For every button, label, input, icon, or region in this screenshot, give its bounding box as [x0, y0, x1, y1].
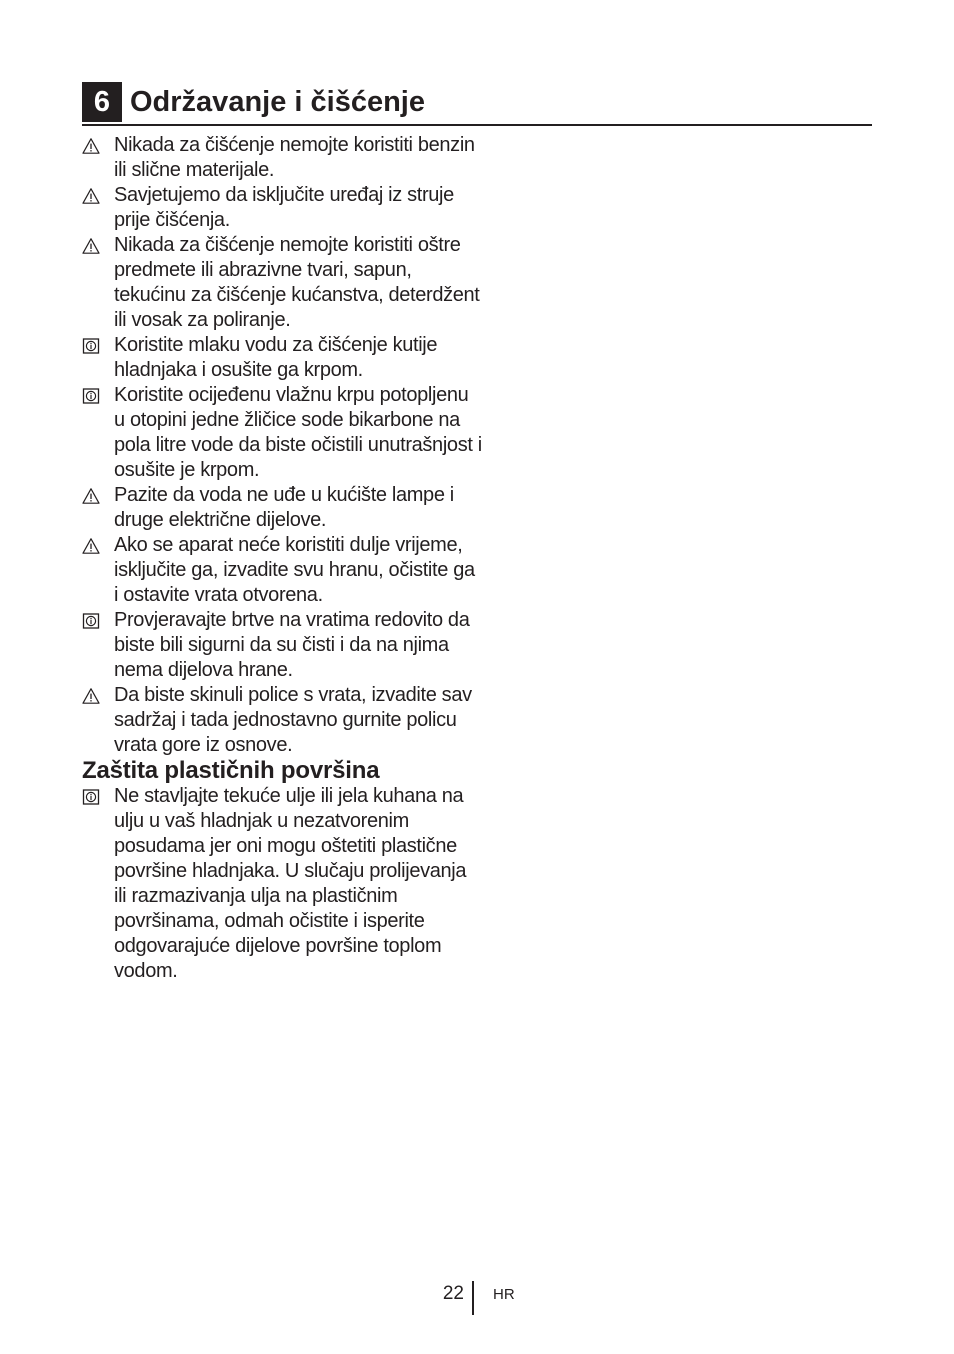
instruction-list [82, 133, 482, 758]
list-item [82, 683, 482, 758]
list-item [82, 133, 482, 183]
item-text: Nikada za čišćenje nemojte koristiti benzin ili slične materijale. [114, 134, 475, 181]
list-item [82, 183, 482, 233]
item-text: Ne stavljajte tekuće ulje ili jela kuhana na ulju u vaš hladnjak u nezatvorenim posudama jer oni mogu oštetiti plastične površine hladnjaka. U slučaju prolijevanja ili razmazivanja ulja na plastičnim površinama, odmah očistite i isperite odgovarajuće dijelove površine toplom vodom. [114, 785, 467, 982]
subsection-title: Zaštita plastičnih površina [82, 757, 380, 784]
warning-icon [82, 237, 100, 255]
section-number-badge: 6 [82, 82, 122, 122]
item-text: Provjeravajte brtve na vratima redovito da biste bili sigurni da su čisti i da na njima nema dijelova hrane. [114, 609, 470, 681]
info-icon [82, 788, 100, 806]
warning-icon [82, 187, 100, 205]
item-text: Pazite da voda ne uđe u kućište lampe i druge električne dijelove. [114, 484, 454, 531]
info-icon [82, 337, 100, 355]
info-icon [82, 612, 100, 630]
warning-icon [82, 487, 100, 505]
list-item [82, 383, 482, 483]
subsection-list [82, 784, 482, 984]
item-text: Koristite ocijeđenu vlažnu krpu potopljenu u otopini jedne žličice sode bikarbone na pola litre vode da biste očistili unutrašnjost i osušite je krpom. [114, 384, 482, 481]
footer-divider [472, 1281, 474, 1315]
list-item [82, 784, 482, 984]
content-column [82, 133, 482, 984]
list-item [82, 483, 482, 533]
language-code: HR [493, 1286, 515, 1303]
warning-icon [82, 687, 100, 705]
item-text: Savjetujemo da isključite uređaj iz struje prije čišćenja. [114, 184, 454, 231]
item-text: Koristite mlaku vodu za čišćenje kutije hladnjaka i osušite ga krpom. [114, 334, 438, 381]
list-item [82, 233, 482, 333]
list-item [82, 533, 482, 608]
page-number: 22 [442, 1283, 464, 1304]
info-icon [82, 387, 100, 405]
item-text: Nikada za čišćenje nemojte koristiti oštre predmete ili abrazivne tvari, sapun, tekućinu za čišćenje kućanstva, deterdžent ili vosak za poliranje. [114, 234, 480, 331]
list-item [82, 333, 482, 383]
warning-icon [82, 137, 100, 155]
section-title: Održavanje i čišćenje [130, 86, 425, 118]
item-text: Ako se aparat neće koristiti dulje vrijeme, isključite ga, izvadite svu hranu, očistite ga i ostavite vrata otvorena. [114, 534, 475, 606]
warning-icon [82, 537, 100, 555]
item-text: Da biste skinuli police s vrata, izvadite sav sadržaj i tada jednostavno gurnite policu vrata gore iz osnove. [114, 684, 472, 756]
list-item [82, 608, 482, 683]
section-header [82, 80, 872, 126]
